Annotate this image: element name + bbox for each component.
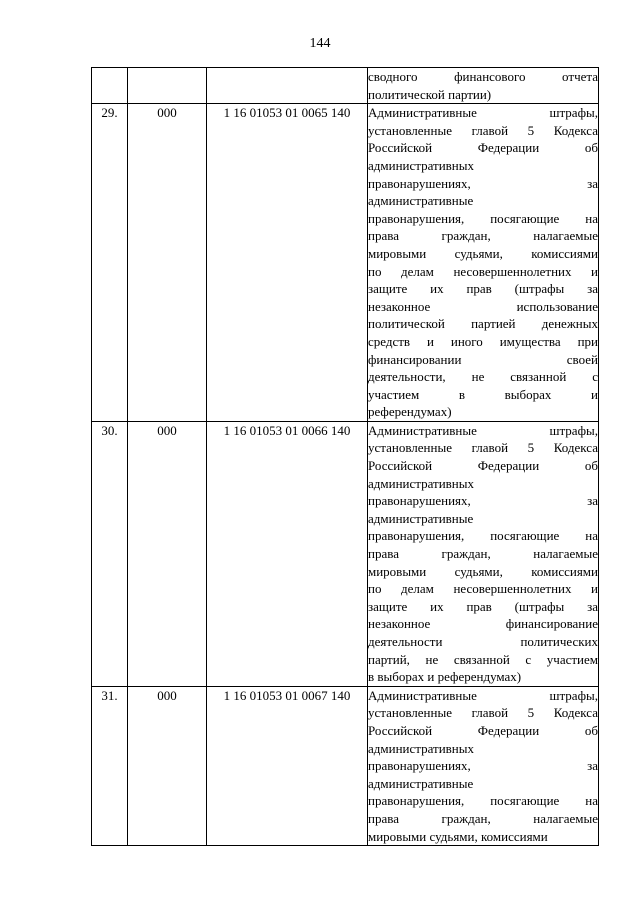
description-line: политической партией денежных — [368, 316, 598, 332]
table-row — [92, 421, 599, 686]
description-line: Административные штрафы, — [368, 105, 598, 121]
description-line: административных — [368, 475, 474, 491]
description-line: участием в выборах и — [368, 386, 598, 402]
description-line: правонарушения, посягающие на — [368, 528, 598, 544]
admin-code-cell: 000 — [128, 421, 207, 686]
description-line: деятельности политических — [368, 634, 598, 649]
admin-code-cell — [128, 68, 207, 104]
description-line: незаконное финансирование — [368, 616, 598, 632]
description-line: административные — [368, 193, 474, 209]
description-line: правонарушения, посягающие на — [368, 793, 598, 809]
description-line: Российской Федерации об — [368, 722, 598, 738]
description-line: незаконное использование — [368, 298, 598, 314]
table-row — [92, 104, 599, 422]
description-line: установленные главой 5 Кодекса — [368, 705, 598, 721]
description-line: правонарушениях, за — [368, 758, 598, 774]
description-line: административных — [368, 740, 474, 756]
admin-code-cell: 000 — [128, 104, 207, 422]
description-line: установленные главой 5 Кодекса — [368, 440, 598, 456]
description-line: финансировании своей — [368, 351, 598, 367]
description-line: мировыми судьями, комиссиями — [368, 563, 598, 579]
description-line: партий, не связанной с участием — [368, 651, 598, 667]
budget-code-cell — [207, 68, 368, 104]
description-line: защите их прав (штрафы за — [368, 598, 598, 614]
description-cell — [368, 421, 599, 686]
description-line: мировыми судьями, комиссиями — [368, 828, 548, 844]
description-line: Российской Федерации об — [368, 140, 598, 156]
budget-code-cell: 1 16 01053 01 0065 140 — [207, 104, 368, 422]
description-cell — [368, 686, 599, 845]
table-body — [92, 68, 599, 846]
description-line: правонарушениях, за — [368, 493, 598, 509]
description-line: права граждан, налагаемые — [368, 810, 598, 826]
description-line: права граждан, налагаемые — [368, 228, 598, 244]
row-number-cell: 30. — [92, 421, 128, 686]
description-line: по делам несовершеннолетних и — [368, 263, 598, 279]
description-line: Административные штрафы, — [368, 687, 598, 703]
description-line: установленные главой 5 Кодекса — [368, 122, 598, 138]
description-line: сводного финансового отчета — [368, 69, 598, 84]
description-line: административные — [368, 775, 474, 791]
description-line: средств и иного имущества при — [368, 333, 598, 349]
description-line: права граждан, налагаемые — [368, 546, 598, 562]
description-line: Административные штрафы, — [368, 422, 598, 438]
budget-code-cell: 1 16 01053 01 0066 140 — [207, 421, 368, 686]
description-line: правонарушения, посягающие на — [368, 210, 598, 226]
description-line: правонарушениях, за — [368, 175, 598, 191]
description-line: по делам несовершеннолетних и — [368, 581, 598, 597]
description-cell — [368, 68, 599, 104]
page-number: 144 — [309, 36, 331, 51]
description-line: референдумах) — [368, 404, 452, 420]
table-row — [92, 686, 599, 845]
description-line: политической партии) — [368, 86, 492, 102]
description-line: административных — [368, 157, 474, 173]
description-line: в выборах и референдумах) — [368, 669, 522, 685]
description-line: Российской Федерации об — [368, 458, 598, 474]
description-line: мировыми судьями, комиссиями — [368, 245, 598, 261]
budget-code-cell: 1 16 01053 01 0067 140 — [207, 686, 368, 845]
description-line: защите их прав (штрафы за — [368, 281, 598, 297]
row-number-cell: 29. — [92, 104, 128, 422]
table-row — [92, 68, 599, 104]
description-line: деятельности, не связанной с — [368, 369, 598, 385]
row-number-cell — [92, 68, 128, 104]
budget-code-table — [91, 67, 599, 846]
description-line: административные — [368, 510, 474, 526]
description-cell — [368, 104, 599, 422]
row-number-cell: 31. — [92, 686, 128, 845]
admin-code-cell: 000 — [128, 686, 207, 845]
